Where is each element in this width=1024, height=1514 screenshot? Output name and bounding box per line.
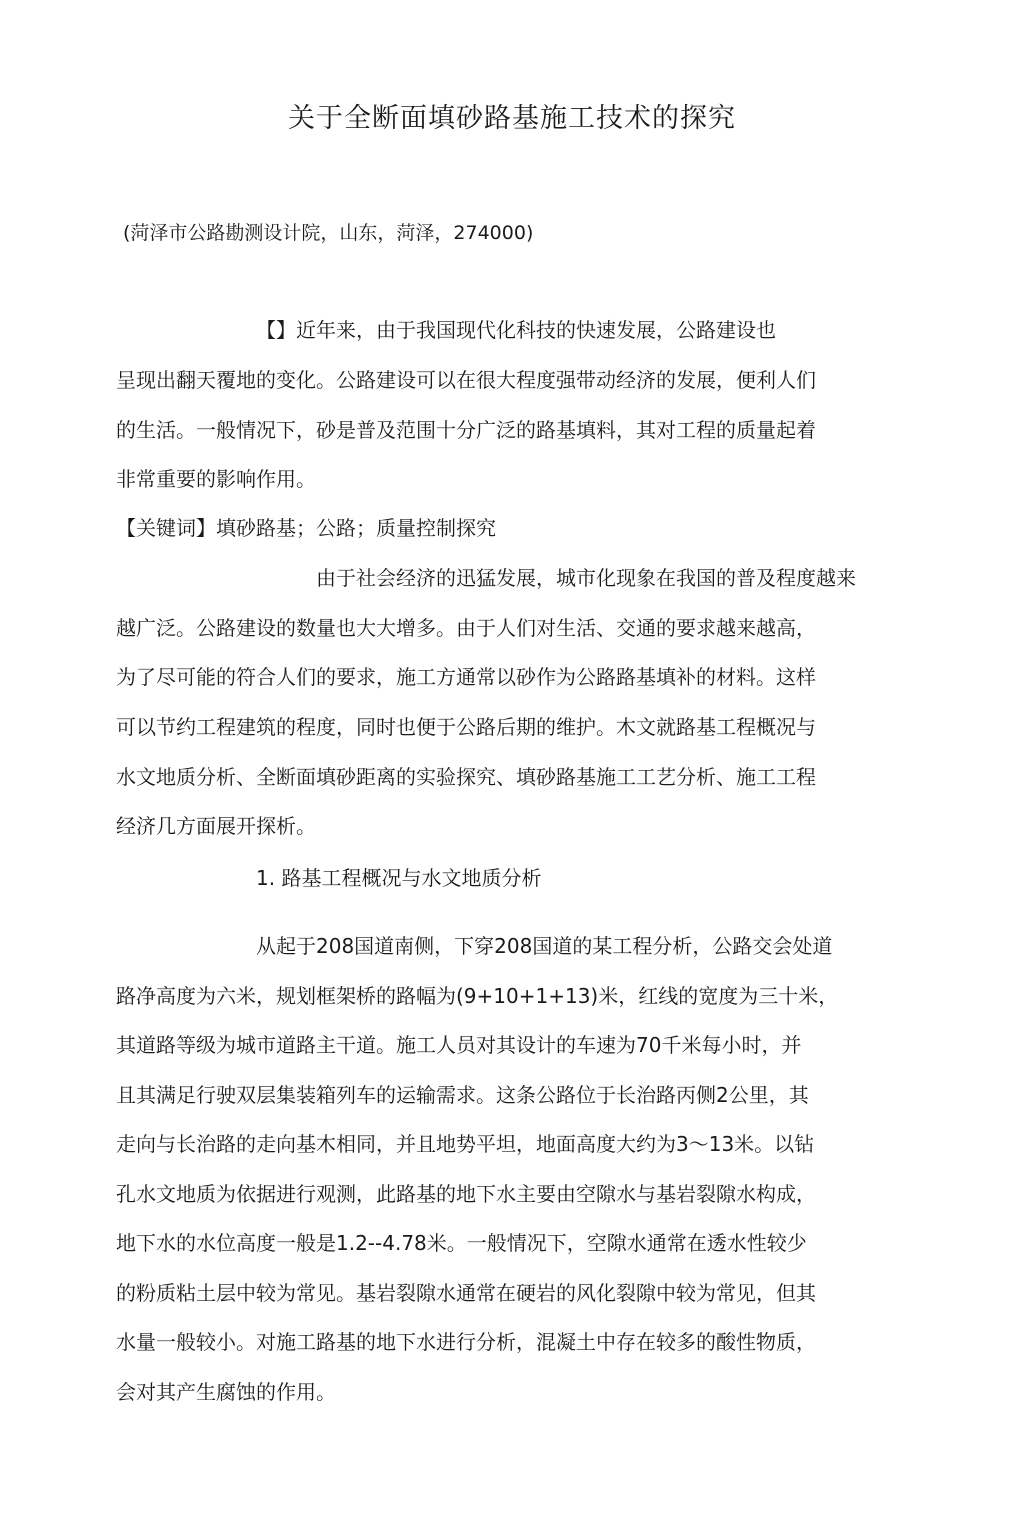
section1-line: 的粉质粘土层中较为常见。基岩裂隙水通常在硬岩的风化裂隙中较为常见，但其	[116, 1281, 816, 1305]
intro-line: 为了尽可能的符合人们的要求，施工方通常以砂作为公路路基填补的材料。这样	[116, 665, 816, 689]
intro-line: 越广泛。公路建设的数量也大大增多。由于人们对生活、交通的要求越来越高，	[116, 616, 816, 640]
intro-line: 可以节约工程建筑的程度，同时也便于公路后期的维护。木文就路基工程概况与	[116, 715, 816, 739]
intro-line: 由于社会经济的迅猛发展，城市化现象在我国的普及程度越来	[316, 566, 856, 590]
doc-title: 关于全断面填砂路基施工技术的探究	[288, 103, 736, 134]
section1-line: 且其满足行驶双层集装箱列车的运输需求。这条公路位于长治路丙侧2公里，其	[116, 1083, 809, 1107]
keywords-line: 【关键词】填砂路基；公路；质量控制探究	[116, 516, 496, 540]
section1-line: 其道路等级为城市道路主干道。施工人员对其设计的车速为70千米每小时，并	[116, 1033, 802, 1057]
section1-line: 孔水文地质为依据进行观测，此路基的地下水主要由空隙水与基岩裂隙水构成，	[116, 1182, 816, 1206]
abstract-line: 非常重要的影响作用。	[116, 467, 316, 491]
section1-line: 水量一般较小。对施工路基的地下水进行分析，混凝土中存在较多的酸性物质，	[116, 1330, 816, 1354]
section1-line: 路净高度为六米，规划框架桥的路幅为(9+10+1+13)米，红线的宽度为三十米，	[116, 984, 839, 1008]
abstract-line: 的生活。一般情况下，砂是普及范围十分广泛的路基填料，其对工程的质量起着	[116, 418, 816, 442]
section1-line: 走向与长治路的走向基木相同，并且地势平坦，地面高度大约为3～13米。以钻	[116, 1132, 815, 1156]
affiliation: (菏泽市公路勘测设计院，山东，菏泽，274000)	[123, 222, 534, 244]
section1-line: 会对其产生腐蚀的作用。	[116, 1380, 336, 1404]
section1-line: 从起于208国道南侧，下穿208国道的某工程分析，公路交会处道	[256, 934, 833, 958]
section-heading: 1. 路基工程概况与水文地质分析	[256, 866, 542, 890]
abstract-line: 【】近年来，由于我国现代化科技的快速发展，公路建设也	[256, 318, 776, 342]
section1-line: 地下水的水位高度一般是1.2--4.78米。一般情况下，空隙水通常在透水性较少	[116, 1231, 807, 1255]
intro-line: 水文地质分析、全断面填砂距离的实验探究、填砂路基施工工艺分析、施工工程	[116, 765, 816, 789]
intro-line: 经济几方面展开探析。	[116, 814, 316, 838]
abstract-line: 呈现出翻天覆地的变化。公路建设可以在很大程度强带动经济的发展，便利人们	[116, 368, 816, 392]
